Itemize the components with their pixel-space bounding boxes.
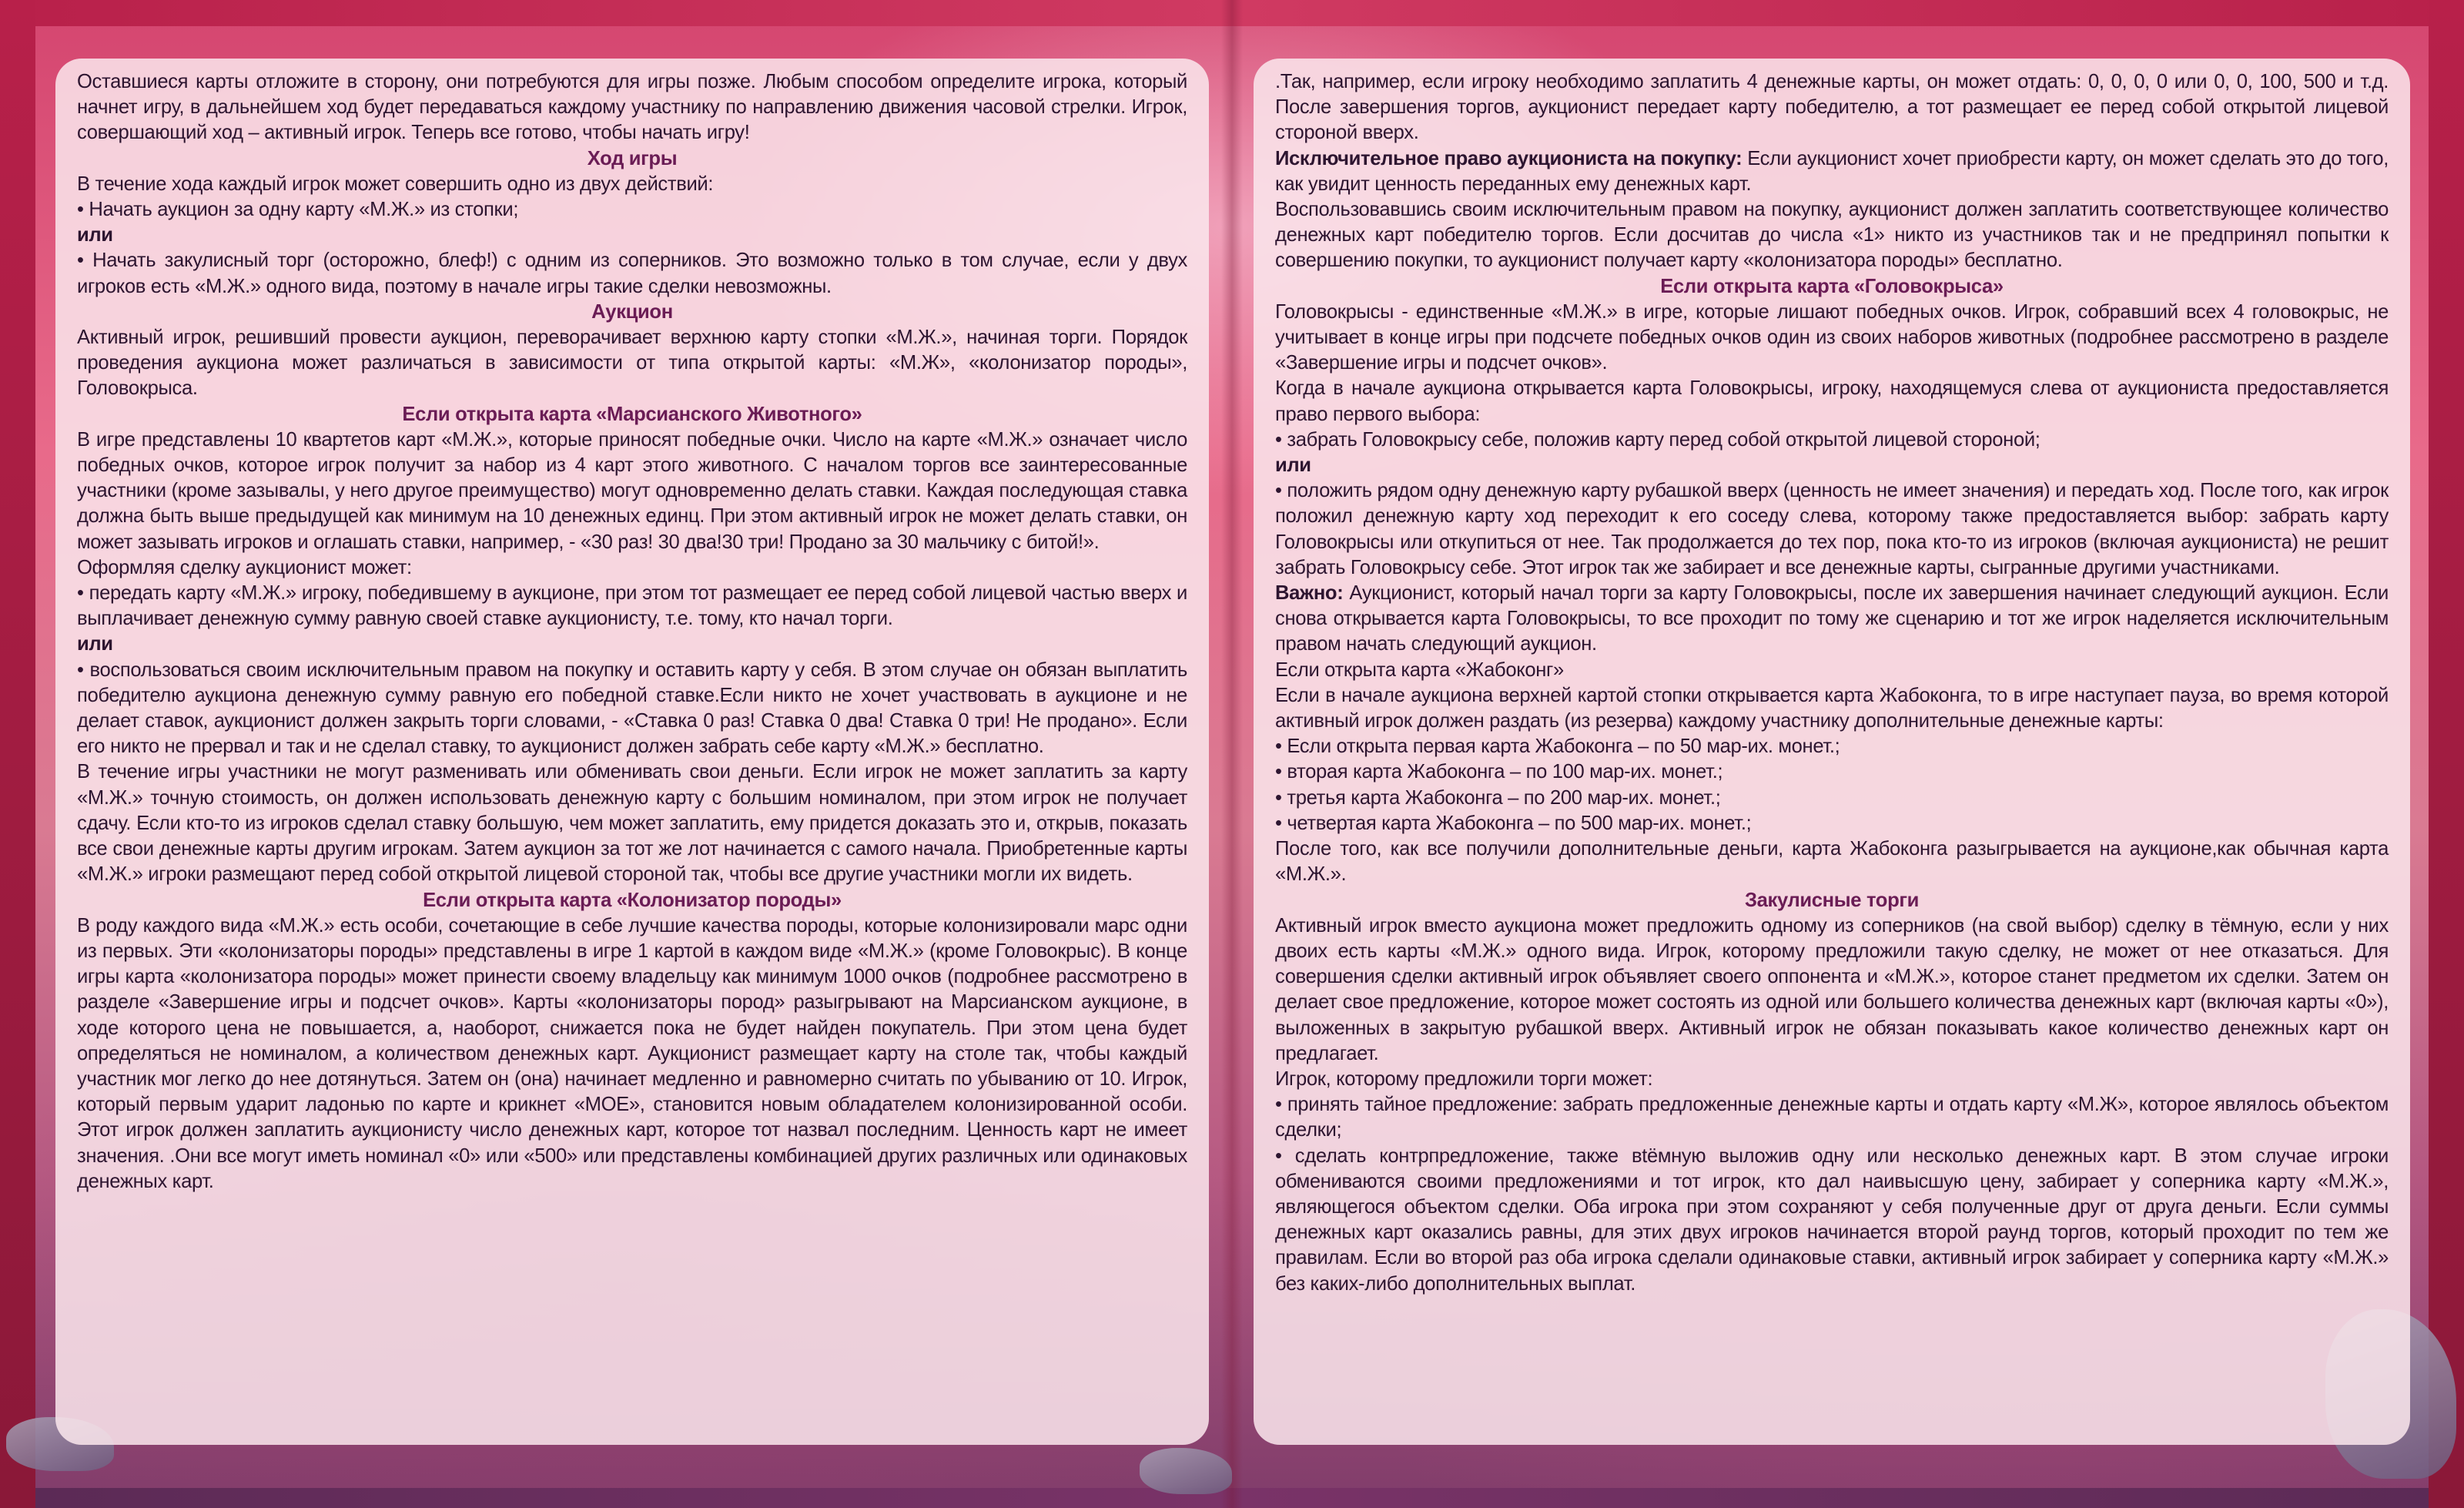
background-rock bbox=[1140, 1448, 1232, 1494]
paragraph: Воспользовавшись своим исключительным правом на покупку, аукционист должен заплатить соответствующее количество денежных карт победителю торгов. Если досчитав до числа «1» никто из участников так и не предпринял попытки к совершению покупки, то аукционист получает карту «колонизатора породы» бесплатно. bbox=[1275, 199, 2389, 272]
paragraph: В течение хода каждый игрок может совершить одно из двух действий: bbox=[77, 173, 714, 195]
paragraph: После того, как все получили дополнительные деньги, карта Жабоконга разыгрывается на аукционе,как обычная карта «М.Ж.». bbox=[1275, 838, 2389, 886]
paragraph: Если в начале аукциона верхней картой стопки открывается карта Жабоконга, то в игре наступает пауза, во время которой активный игрок должен раздать (из резерва) каждому участнику дополнительные денежные карты: bbox=[1275, 684, 2389, 732]
paragraph bbox=[1275, 581, 2389, 658]
bullet-item: • забрать Головокрысу себе, положив карту перед собой открытой лицевой стороной; bbox=[1275, 428, 2040, 451]
bullet-item: • принять тайное предложение: забрать предложенные денежные карты и отдать карту «М.Ж», которое являлось объектом сделки; bbox=[1275, 1094, 2389, 1141]
section-heading-backstage-deals: Закулисные торги bbox=[1744, 889, 1920, 911]
paragraph: Оформляя сделку аукционист может: bbox=[77, 556, 412, 578]
paragraph: В течение игры участники не могут разменивать или обменивать свои деньги. Если игрок не может заплатить за карту «М.Ж.» точную стоимость, он должен использовать денежную карту с большим номиналом, при этом игрок не получает сдачу. Если кто-то из игроков сделал ставку большую, чем может заплатить, ему придется доказать это и, открыв, показать все свои денежные карты другим игрокам. Затем аукцион за тот же лот начинается с самого начала. Приобретенные карты «М.Ж.» игроки размещают перед собой открытой лицевой стороной так, чтобы все другие участники могли их видеть. bbox=[77, 761, 1187, 886]
paragraph: В роду каждого вида «М.Ж.» есть особи, сочетающие в себе лучшие качества породы, которые колонизировали марс одни из первых. Эти «колонизаторы породы» представлены в игре 1 картой в каждом виде «М.Ж.» (кроме Головокрыс). В конце игры карта «колонизатора породы» может принести своему владельцу как минимум 1000 очков (подробнее рассмотрено в разделе «Завершение игры и подсчет очков». Карты «колонизаторы пород» разыгрывают на Марсианском аукционе, в ходе которого цена не повышается, а, наоборот, снижается пока не будет найден покупатель. При этом цена будет определяться не номиналом, а количеством денежных карт. Аукционист размещает карту на столе так, чтобы каждый участник мог легко до нее дотянуться. Затем он (она) начинает медленно и равномерно считать по убыванию от 10. Игрок, который первым ударит ладонью по карте и крикнет «МОЕ», становится новым обладателем колонизированной особи. Этот игрок должен заплатить аукционисту число денежных карт, которое тот назвал последним. Ценность карт не имеет значения. .Они все могут иметь номинал «0» или «500» или представлены комбинацией других различных или одинаковых денежных карт. bbox=[77, 914, 1187, 1192]
section-heading-colonizer: Если открыта карта «Колонизатор породы» bbox=[423, 889, 842, 911]
section-heading-martian-animal: Если открыта карта «Марсианского Животного» bbox=[402, 403, 862, 425]
paragraph bbox=[1275, 146, 2389, 197]
bullet-item: • сделать контрпредложение, также вtёмную выложив одну или несколько денежных карт. В этом случае игроки обмениваются своими предложениями и тот игрок, кто дал наивысшую цену, забирает у соперника карту «М.Ж.», являющегося объектом сделки. Оба игрока при этом сохраняют у себя полученные друг от друга деньги. Если суммы денежных карт оказались равны, для этих двух игроков начинается второй раунд торгов, который проходит по тем же правилам. Если во второй раз оба игрока сделали одинаковые ставки, активный игрок забирает у соперника карту «М.Ж.» без каких-либо дополнительных выплат. bbox=[1275, 1144, 2389, 1295]
paragraph-text: Аукционист, который начал торги за карту Головокрысы, после их завершения начинает следующий аукцион. Если снова открывается карта Головокрысы, то все проходит по тому же сценарию и тот же игрок наделяется исключительным правом начать следующий аукцион. bbox=[1275, 582, 2389, 655]
paragraph: Когда в начале аукциона открывается карта Головокрысы, игроку, находящемуся слева от аукциониста предоставляется право первого выбора: bbox=[1275, 377, 2389, 425]
bullet-item: • воспользоваться своим исключительным правом на покупку и оставить карту у себя. В этом случае он обязан выплатить победителю аукциона денежную сумму равную его победной ставке.Если никто не хочет участвовать в аукционе и не делает ставок, аукционист должен закрыть торги словами, - «Ставка 0 раз! Ставка 0 два! Ставка 0 три! Не продано». Если его никто не прервал и так и не сделал ставку, то аукционист должен забрать себе карту «М.Ж.» бесплатно. bbox=[77, 658, 1187, 758]
paragraph: Активный игрок вместо аукциона может предложить одному из соперников (на свой выбор) сделку в тёмную, если у них двоих есть карты «М.Ж.» одного вида. Игрок, которому предложили такую сделку, не может от нее отказаться. Для совершения сделки активный игрок объявляет своего оппонента и «М.Ж.», которое станет предметом их сделки. Затем он делает свое предложение, которое может состоять из одной или большего количества денежных карт (включая карты «0»), выложенных в закрытую рубашкой вверх. Активный игрок не обязан показывать какое количество денежных карт он предлагает. bbox=[1275, 914, 2389, 1064]
section-heading-turn: Ход игры bbox=[587, 147, 678, 169]
bold-lead-text: Исключительное право аукциониста на покупку: bbox=[1275, 147, 1743, 169]
bullet-item: • Начать закулисный торг (осторожно, блеф!) с одним из соперников. Это возможно только в том случае, если у двух игроков есть «М.Ж.» одного вида, поэтому в начале игры такие сделки невозможны. bbox=[77, 250, 1187, 297]
paragraph: Активный игрок, решивший провести аукцион, переворачивает верхнюю карту стопки «М.Ж.», начиная торги. Порядок проведения аукциона может различаться в зависимости от типа открытой карты: «М.Ж», «колонизатор породы», Головокрыса. bbox=[77, 327, 1187, 400]
bullet-item: • Начать аукцион за одну карту «М.Ж.» из стопки; bbox=[77, 199, 519, 221]
bullet-item: • положить рядом одну денежную карту рубашкой вверх (ценность не имеет значения) и передать ход. После того, как игрок положил денежную карту ход переходит к его соседу слева, которому также предоставляется выбор: забрать карту Головокрысы или откупиться от нее. Так продолжается до тех пор, пока кто-то из игроков (включая аукциониста) не решит забрать Головокрысу себе. Этот игрок так же забирает и все денежные карты, сыгранные другими участниками. bbox=[1275, 480, 2389, 578]
paragraph: Если открыта карта «Жабоконг» bbox=[1275, 658, 1564, 681]
or-separator: или bbox=[1275, 454, 1311, 477]
left-page-panel bbox=[55, 59, 1209, 1445]
bullet-item: • передать карту «М.Ж.» игроку, победившему в аукционе, при этом тот размещает ее перед собой лицевой частью вверх и выплачивает денежную сумму равную своей ставке аукционисту, т.е. тому, кто начал торги. bbox=[77, 582, 1187, 630]
paragraph-text: Если аукционист хочет приобрести карту, он может сделать это до того, как увидит ценность переданных ему денежных карт. bbox=[1275, 147, 2389, 195]
or-separator: или bbox=[77, 633, 113, 655]
page-spine bbox=[1221, 0, 1243, 1508]
bullet-item: • третья карта Жабоконга – по 200 мар-их. монет.; bbox=[1275, 786, 1721, 809]
section-heading-auction: Аукцион bbox=[591, 300, 673, 323]
or-separator: или bbox=[77, 224, 113, 246]
paragraph: Игрок, которому предложили торги может: bbox=[1275, 1067, 1653, 1090]
right-page-panel bbox=[1254, 59, 2410, 1445]
bold-lead-text: Важно: bbox=[1275, 582, 1344, 605]
paragraph: .Так, например, если игроку необходимо заплатить 4 денежные карты, он может отдать: 0, 0, 0, 0 или 0, 0, 100, 500 и т.д. После завершения торгов, аукционист передает карту победителю, а тот размещает ее перед собой открытой лицевой стороной вверх. bbox=[1275, 71, 2389, 144]
decorative-frame-left bbox=[0, 0, 35, 1508]
paragraph: Головокрысы - единственные «М.Ж.» в игре, которые лишают победных очков. Игрок, собравший всех 4 головокрыс, не учитывает в конце игры при подсчете победных очков один из своих наборов животных (подробнее рассмотрено в разделе «Завершение игры и подсчет очков». bbox=[1275, 300, 2389, 374]
bullet-item: • Если открыта первая карта Жабоконга – по 50 мар-их. монет.; bbox=[1275, 736, 1840, 758]
paragraph: В игре представлены 10 квартетов карт «М.Ж.», которые приносят победные очки. Число на карте «М.Ж.» означает число победных очков, которое игрок получит за набор из 4 карт этого животного. С началом торгов все заинтересованные участники (кроме зазывалы, у него другое преимущество) могут одновременно делать ставки. Каждая последующая ставка должна быть выше предыдущей как минимум на 10 денежных единц. При этом активный игрок не может делать ставки, он может зазывать игроков и оглашать ставки, например, - «30 раз! 30 два!30 три! Продано за 30 мальчику с битой!». bbox=[77, 428, 1187, 553]
bullet-item: • четвертая карта Жабоконга – по 500 мар-их. монет.; bbox=[1275, 812, 1752, 834]
bullet-item: • вторая карта Жабоконга – по 100 мар-их. монет.; bbox=[1275, 761, 1723, 783]
section-heading-ratbat: Если открыта карта «Головокрыса» bbox=[1660, 275, 2004, 297]
decorative-frame-right bbox=[2429, 0, 2464, 1508]
paragraph: Оставшиеся карты отложите в сторону, они потребуются для игры позже. Любым способом определите игрока, который начнет игру, в дальнейшем ход будет передаваться каждому участнику по направлению движения часовой стрелки. Игрок, совершающий ход – активный игрок. Теперь все готово, чтобы начать игру! bbox=[77, 71, 1187, 144]
